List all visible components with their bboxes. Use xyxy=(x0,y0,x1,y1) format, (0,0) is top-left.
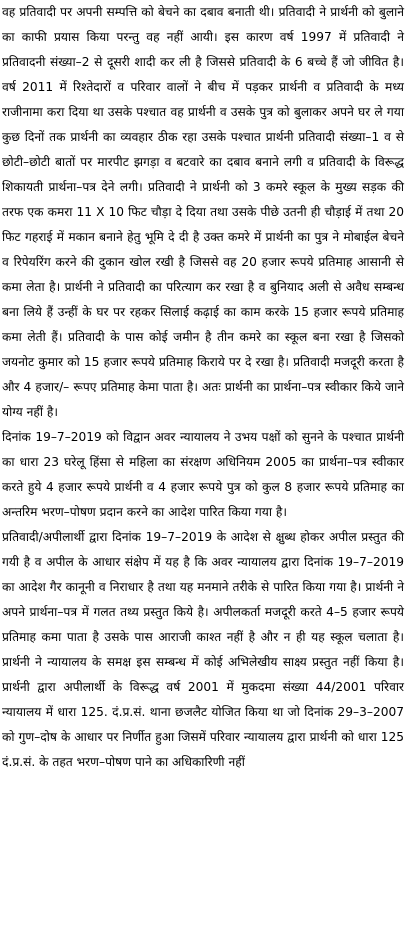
paragraph-appeal-grounds: प्रतिवादी/अपीलार्थी द्वारा दिनांक 19–7–2019 के आदेश से क्षुब्ध होकर अपील प्रस्तुत की गयी है व अपील के आधार संक्षेप में यह है कि अवर न्यायालय द्वारा दिनांक 19–7–2019 का आदेश गैर कानूनी व निराधार है तथा यह मनमाने तरीके से पारित किया गया है। प्रार्थनी ने अपने प्रार्थना–पत्र में गलत तथ्य प्रस्तुत किये है। अपीलकर्ता मजदूरी करते 4–5 हजार रूपये प्रतिमाह कमा पाता है उसके पास आराजी काश्त नहीं है और न ही यह स्कूल चलाता है। प्रार्थनी ने न्यायालय के समक्ष इस सम्बन्ध में कोई अभिलेखीय साक्ष्य प्रस्तुत नहीं किया है। प्रार्थनी द्वारा अपीलार्थी के विरूद्ध वर्ष 2001 में मुकदमा संख्या 44/2001 परिवार न्यायालय में धारा 125. दं.प्र.सं. थाना छजलैट योजित किया था जो दिनांक 29–3–2007 को गुण–दोष के आधार पर निर्णीत हुआ जिसमें परिवार न्यायालय द्वारा प्रार्थनी को धारा 125 दं.प्र.सं. के तहत भरण–पोषण पाने का अधिकारिणी नहीं xyxy=(2,530,404,769)
paragraph-respondent-reply: वह प्रतिवादी पर अपनी सम्पत्ति को बेचने का दबाव बनाती थी। प्रतिवादी ने प्रार्थनी को बुलाने का काफी प्रयास किया परन्तु वह नहीं आयी। इस कारण वर्ष 1997 में प्रतिवादी ने प्रतिवादनी संख्या–2 से दूसरी शादी कर ली है जिससे प्रतिवादी के 6 बच्चे हैं जो जीवित है। वर्ष 2011 में रिश्तेदारों व परिवार वालों ने बीच में पड़कर प्रार्थनी व प्रतिवादी के मध्य राजीनामा करा दिया था उसके पश्चात वह प्रार्थनी व उसके पुत्र को बुलाकर अपने घर ले गया कुछ दिनों तक प्रार्थनी का व्यवहार ठीक रहा उसके पश्चात प्रार्थनी प्रतिवादी संख्या–1 व से छोटी–छोटी बातों पर मारपीट झगड़ा व बटवारे का दबाव बनाने लगी व प्रतिवादी के विरूद्ध शिकायती प्रार्थना–पत्र देने लगी। प्रतिवादी ने प्रार्थनी को 3 कमरे स्कूल के मुख्य सड़क की तरफ एक कमरा 11 X 10 फिट चौड़ा दे दिया तथा उसके पीछे उतनी ही चौड़ाई में तथा 20 फिट गहराई में मकान बनाने हेतु भूमि दे दी है उक्त कमरे में प्रार्थनी का पुत्र ने मोबाईल बेचने व रिपेयरिंग करने की दुकान खोल रखी है जिससे वह 20 हजार रूपये प्रतिमाह आसानी से कमा लेता है। प्रार्थनी ने प्रतिवादी का परित्याग कर रखा है व बुनियाद अली से अवैध सम्बन्ध बना लिये हैं उन्हीं के घर पर रहकर सिलाई कढ़ाई का काम करके 15 हजार रूपये प्रतिमाह कमा लेती हैं। प्रतिवादी के पास कोई जमीन है तीन कमरे का स्कूल बना रखा है जिसको जयनोट कुमार को 15 हजार रूपये प्रतिमाह किराये पर दे रखा है। प्रतिवादी मजदूरी करता है और 4 हजार/– रूपए प्रतिमाह केमा पाता है। अतः प्रार्थनी का प्रार्थना–पत्र स्वीकार किये जाने योग्य नहीं है। xyxy=(2,5,404,419)
paragraph-lower-court-order: दिनांक 19–7–2019 को विद्वान अवर न्यायालय ने उभय पक्षों को सुनने के पश्चात प्रार्थनी का धारा 23 घरेलू हिंसा से महिला का संरक्षण अधिनियम 2005 का प्रार्थना–पत्र स्वीकार करते हुये 4 हजार रूपये प्रार्थनी व 4 हजार रूपये पुत्र को कुल 8 हजार रूपये प्रतिमाह का अन्तरिम भरण–पोषण प्रदान करने का आदेश पारित किया गया है। xyxy=(2,430,404,519)
